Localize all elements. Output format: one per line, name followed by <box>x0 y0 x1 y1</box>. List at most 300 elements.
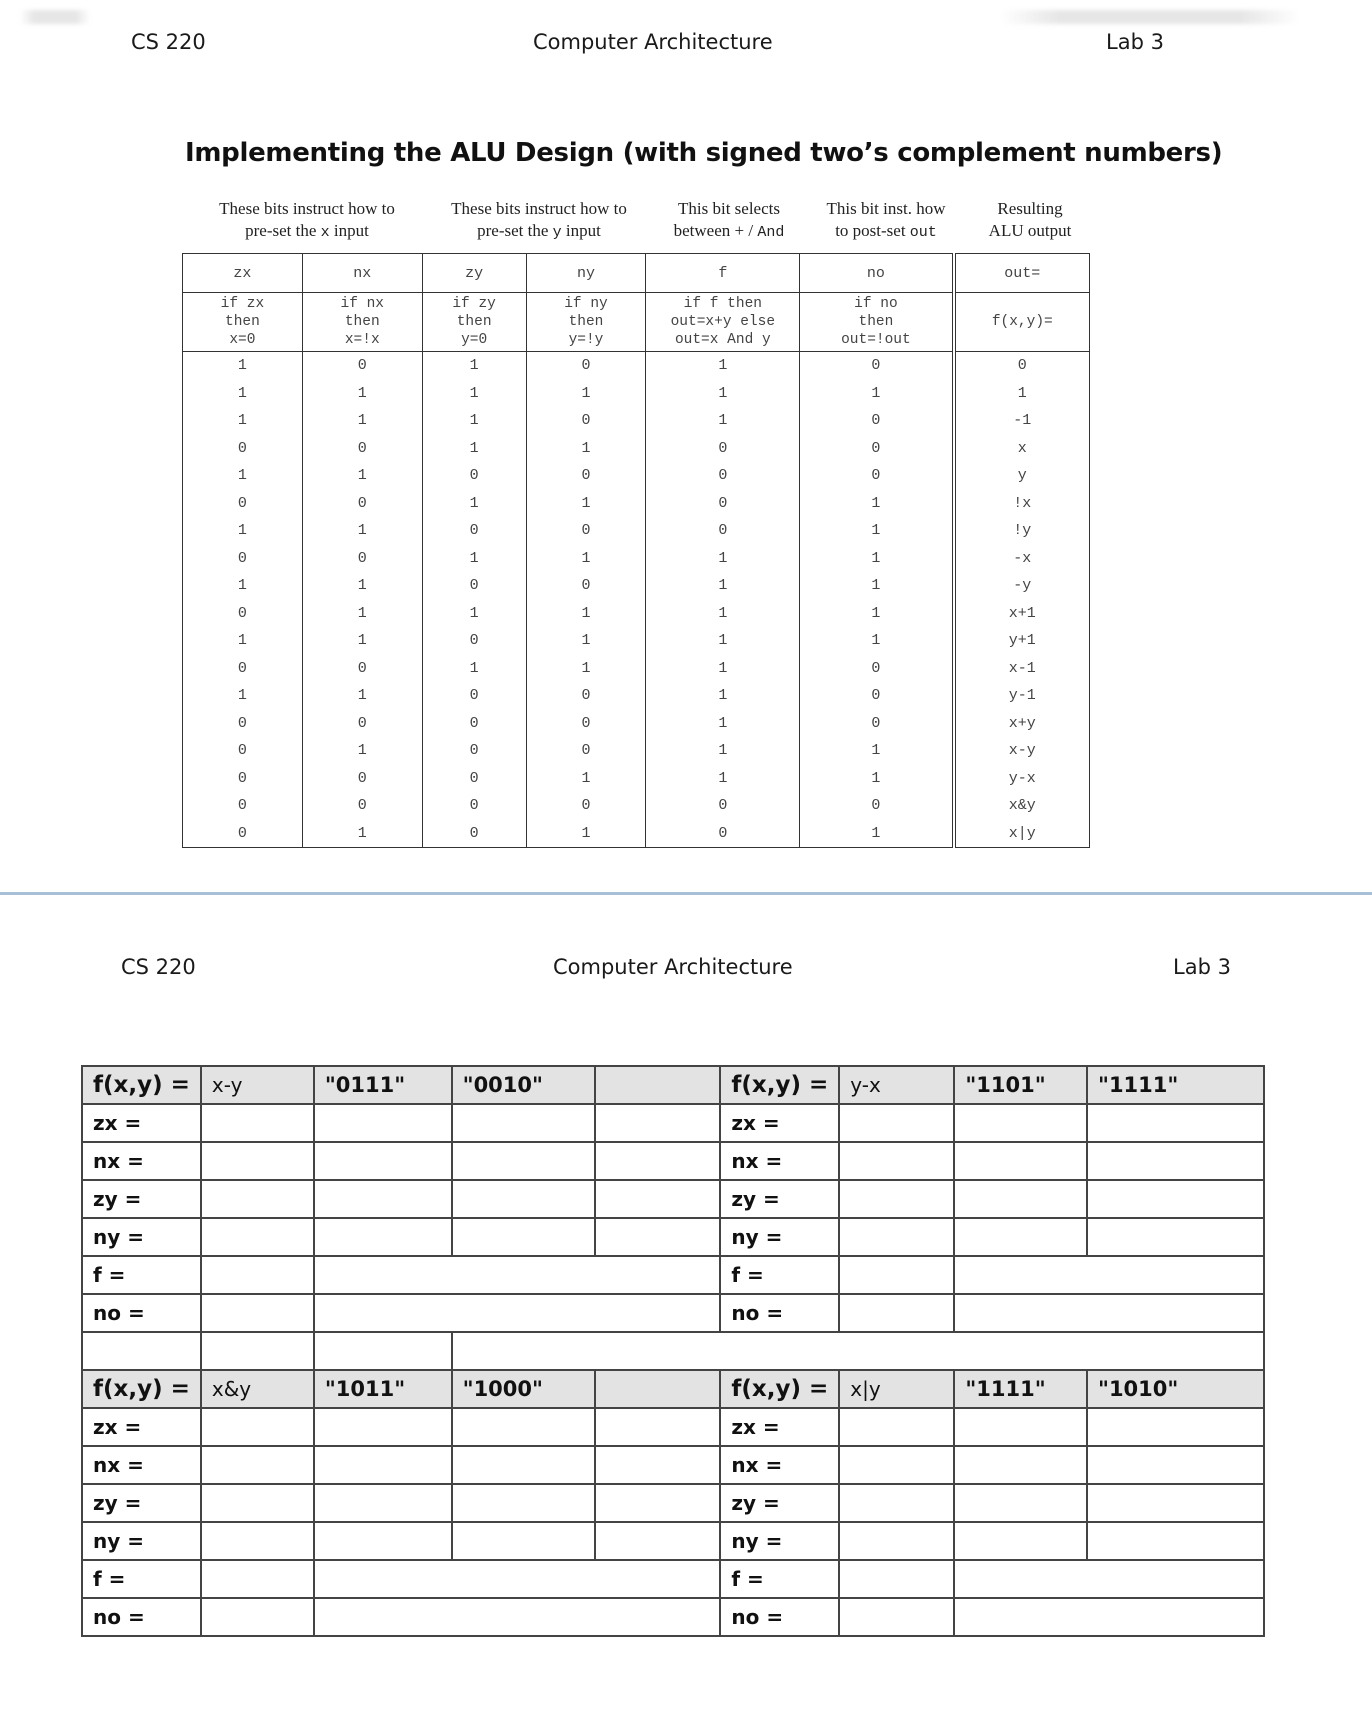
bit-label-zx: zx = <box>720 1104 839 1142</box>
function-label: f(x,y) = <box>720 1370 839 1408</box>
worksheet-spacer-row <box>82 1332 1264 1370</box>
cell-out: x+1 <box>954 600 1090 628</box>
cell-out: y-1 <box>954 682 1090 710</box>
answer-cell[interactable] <box>839 1484 954 1522</box>
bit-label-f: f = <box>720 1256 839 1294</box>
colhead-no: This bit inst. how to post-set out <box>826 199 946 241</box>
cell-zx: 0 <box>183 545 303 573</box>
blank-cell <box>452 1332 1264 1370</box>
answer-cell[interactable] <box>954 1598 1264 1636</box>
answer-cell[interactable] <box>314 1522 452 1560</box>
cell-no: 1 <box>800 545 954 573</box>
table-row <box>183 435 1090 463</box>
bit-label-zy: zy = <box>720 1180 839 1218</box>
desc-out: f(x,y)= <box>954 293 1090 352</box>
cell-out: !y <box>954 517 1090 545</box>
table-row <box>183 682 1090 710</box>
header-zx: zx <box>183 254 303 293</box>
cell-f: 0 <box>646 517 800 545</box>
cell-zy: 0 <box>422 682 526 710</box>
cell-out: !x <box>954 490 1090 518</box>
table-row <box>183 710 1090 738</box>
cell-zy: 1 <box>422 435 526 463</box>
cell-nx: 0 <box>302 352 422 380</box>
answer-cell[interactable] <box>452 1142 595 1180</box>
bit-label-no: no = <box>720 1598 839 1636</box>
cell-nx: 1 <box>302 682 422 710</box>
answer-cell[interactable] <box>452 1218 595 1256</box>
cell-no: 1 <box>800 380 954 408</box>
cell-nx: 0 <box>302 765 422 793</box>
page2-subject: Computer Architecture <box>553 955 793 979</box>
answer-cell[interactable] <box>314 1446 452 1484</box>
desc-nx: if nx then x=!x <box>302 293 422 352</box>
answer-cell[interactable] <box>452 1484 595 1522</box>
answer-cell[interactable] <box>839 1294 954 1332</box>
cell-ny: 1 <box>526 600 646 628</box>
cell-f: 1 <box>646 765 800 793</box>
bit-label-nx: nx = <box>82 1446 201 1484</box>
table-row <box>183 407 1090 435</box>
cell-out: -x <box>954 545 1090 573</box>
function-expression: x|y <box>839 1370 954 1408</box>
cell-nx: 1 <box>302 572 422 600</box>
cell-out: y-x <box>954 765 1090 793</box>
answer-cell[interactable] <box>954 1446 1087 1484</box>
blank-cell <box>201 1332 314 1370</box>
function-expression: x&y <box>201 1370 314 1408</box>
cell-zx: 1 <box>183 572 303 600</box>
page1-lab: Lab 3 <box>1106 30 1164 54</box>
function-label: f(x,y) = <box>82 1066 201 1104</box>
cell-ny: 1 <box>526 820 646 848</box>
answer-cell[interactable] <box>839 1446 954 1484</box>
header-f: f <box>646 254 800 293</box>
answer-cell[interactable] <box>595 1180 721 1218</box>
cell-ny: 0 <box>526 710 646 738</box>
cell-zy: 0 <box>422 462 526 490</box>
worksheet-row-zy <box>82 1484 1264 1522</box>
page-separator <box>0 892 1372 895</box>
cell-zy: 1 <box>422 600 526 628</box>
cell-ny: 1 <box>526 490 646 518</box>
bit-label-zx: zx = <box>82 1408 201 1446</box>
answer-cell[interactable] <box>452 1446 595 1484</box>
colhead-y: These bits instruct how to pre-set the y input <box>451 199 627 241</box>
cell-zx: 0 <box>183 435 303 463</box>
cell-nx: 0 <box>302 655 422 683</box>
table-row <box>183 655 1090 683</box>
worksheet-row-f <box>82 1256 1264 1294</box>
answer-cell[interactable] <box>314 1104 452 1142</box>
answer-cell[interactable] <box>839 1408 954 1446</box>
cell-no: 0 <box>800 710 954 738</box>
page2-lab: Lab 3 <box>1173 955 1231 979</box>
cell-f: 0 <box>646 435 800 463</box>
bit-label-ny: ny = <box>82 1522 201 1560</box>
cell-ny: 0 <box>526 572 646 600</box>
cell-no: 0 <box>800 352 954 380</box>
answer-cell[interactable] <box>201 1484 314 1522</box>
answer-cell[interactable] <box>201 1142 314 1180</box>
answer-cell[interactable] <box>1087 1484 1264 1522</box>
worksheet-row-no <box>82 1598 1264 1636</box>
bit-label-no: no = <box>720 1294 839 1332</box>
table-row <box>183 462 1090 490</box>
cell-ny: 0 <box>526 682 646 710</box>
cell-zy: 0 <box>422 710 526 738</box>
cell-zy: 1 <box>422 545 526 573</box>
cell-zy: 0 <box>422 517 526 545</box>
cell-f: 1 <box>646 545 800 573</box>
worksheet-row-nx <box>82 1142 1264 1180</box>
cell-f: 1 <box>646 655 800 683</box>
cell-out: x+y <box>954 710 1090 738</box>
answer-cell[interactable] <box>201 1446 314 1484</box>
cell-no: 1 <box>800 517 954 545</box>
blank-cell <box>595 1066 721 1104</box>
blank-cell <box>314 1332 452 1370</box>
scan-shadow-left <box>20 10 90 24</box>
answer-cell[interactable] <box>314 1560 721 1598</box>
cell-zx: 1 <box>183 407 303 435</box>
cell-zy: 1 <box>422 490 526 518</box>
cell-ny: 1 <box>526 435 646 463</box>
bit-label-ny: ny = <box>82 1218 201 1256</box>
cell-f: 1 <box>646 682 800 710</box>
cell-zx: 1 <box>183 682 303 710</box>
table-row <box>183 737 1090 765</box>
answer-cell[interactable] <box>954 1180 1087 1218</box>
colhead-f: This bit selects between + / And <box>673 199 785 241</box>
page-title: Implementing the ALU Design (with signed two’s complement numbers) <box>185 138 1223 168</box>
cell-zy: 1 <box>422 407 526 435</box>
table-row <box>183 627 1090 655</box>
cell-out: y <box>954 462 1090 490</box>
cell-f: 1 <box>646 407 800 435</box>
bit-label-zx: zx = <box>82 1104 201 1142</box>
table-description-row <box>183 293 1090 352</box>
bit-label-zy: zy = <box>82 1484 201 1522</box>
bit-label-zy: zy = <box>82 1180 201 1218</box>
cell-nx: 1 <box>302 600 422 628</box>
cell-nx: 0 <box>302 710 422 738</box>
desc-no: if no then out=!out <box>800 293 954 352</box>
answer-cell[interactable] <box>314 1408 452 1446</box>
answer-cell[interactable] <box>954 1142 1087 1180</box>
answer-cell[interactable] <box>201 1522 314 1560</box>
blank-cell <box>595 1370 721 1408</box>
desc-zy: if zy then y=0 <box>422 293 526 352</box>
answer-cell[interactable] <box>954 1560 1264 1598</box>
cell-zx: 0 <box>183 710 303 738</box>
cell-f: 1 <box>646 600 800 628</box>
cell-f: 1 <box>646 710 800 738</box>
cell-zx: 0 <box>183 600 303 628</box>
cell-zy: 0 <box>422 572 526 600</box>
cell-nx: 0 <box>302 545 422 573</box>
cell-f: 1 <box>646 572 800 600</box>
table-row <box>183 352 1090 380</box>
answer-cell[interactable] <box>314 1180 452 1218</box>
cell-no: 0 <box>800 792 954 820</box>
cell-nx: 1 <box>302 517 422 545</box>
answer-cell[interactable] <box>452 1180 595 1218</box>
answer-cell[interactable] <box>1087 1522 1264 1560</box>
cell-zy: 0 <box>422 792 526 820</box>
scan-shadow-right <box>1000 10 1300 24</box>
page1-course: CS 220 <box>131 30 206 54</box>
answer-cell[interactable] <box>954 1294 1264 1332</box>
answer-cell[interactable] <box>954 1218 1087 1256</box>
cell-out: -1 <box>954 407 1090 435</box>
answer-cell[interactable] <box>452 1522 595 1560</box>
cell-out: 0 <box>954 352 1090 380</box>
colhead-out: Resulting ALU output <box>988 199 1072 240</box>
answer-cell[interactable] <box>595 1218 721 1256</box>
answer-cell[interactable] <box>839 1180 954 1218</box>
answer-cell[interactable] <box>595 1446 721 1484</box>
cell-ny: 1 <box>526 380 646 408</box>
cell-out: x <box>954 435 1090 463</box>
answer-cell[interactable] <box>1087 1142 1264 1180</box>
answer-cell[interactable] <box>595 1484 721 1522</box>
alu-truth-table <box>182 253 1090 848</box>
answer-cell[interactable] <box>595 1104 721 1142</box>
answer-cell[interactable] <box>954 1522 1087 1560</box>
cell-no: 0 <box>800 655 954 683</box>
table-row <box>183 792 1090 820</box>
blank-cell <box>82 1332 201 1370</box>
cell-ny: 1 <box>526 765 646 793</box>
cell-ny: 0 <box>526 352 646 380</box>
cell-ny: 0 <box>526 792 646 820</box>
bit-label-nx: nx = <box>82 1142 201 1180</box>
cell-ny: 1 <box>526 545 646 573</box>
cell-f: 1 <box>646 380 800 408</box>
cell-zx: 1 <box>183 627 303 655</box>
answer-cell[interactable] <box>201 1408 314 1446</box>
bit-label-zx: zx = <box>720 1408 839 1446</box>
cell-f: 0 <box>646 820 800 848</box>
answer-cell[interactable] <box>839 1218 954 1256</box>
worksheet-row-nx <box>82 1446 1264 1484</box>
cell-f: 0 <box>646 462 800 490</box>
cell-ny: 0 <box>526 407 646 435</box>
cell-ny: 0 <box>526 462 646 490</box>
cell-no: 0 <box>800 682 954 710</box>
table-row <box>183 545 1090 573</box>
cell-zy: 0 <box>422 627 526 655</box>
cell-no: 1 <box>800 627 954 655</box>
answer-cell[interactable] <box>314 1218 452 1256</box>
cell-f: 1 <box>646 352 800 380</box>
cell-zx: 0 <box>183 792 303 820</box>
page2-course: CS 220 <box>121 955 196 979</box>
answer-cell[interactable] <box>314 1484 452 1522</box>
cell-out: x-1 <box>954 655 1090 683</box>
answer-cell[interactable] <box>452 1104 595 1142</box>
cell-no: 0 <box>800 462 954 490</box>
answer-cell[interactable] <box>1087 1408 1264 1446</box>
cell-nx: 0 <box>302 435 422 463</box>
cell-zx: 0 <box>183 820 303 848</box>
answer-cell[interactable] <box>839 1256 954 1294</box>
opcode-value: "1111" <box>954 1370 1087 1408</box>
desc-f: if f then out=x+y else out=x And y <box>646 293 800 352</box>
header-ny: ny <box>526 254 646 293</box>
answer-cell[interactable] <box>201 1560 314 1598</box>
cell-zx: 1 <box>183 352 303 380</box>
cell-out: -y <box>954 572 1090 600</box>
cell-no: 0 <box>800 435 954 463</box>
cell-zy: 1 <box>422 655 526 683</box>
answer-cell[interactable] <box>839 1598 954 1636</box>
opcode-value: "0111" <box>314 1066 452 1104</box>
worksheet-row-zx <box>82 1104 1264 1142</box>
table-row <box>183 600 1090 628</box>
opcode-value: "1010" <box>1087 1370 1264 1408</box>
cell-zx: 1 <box>183 380 303 408</box>
cell-out: 1 <box>954 380 1090 408</box>
function-expression: y-x <box>839 1066 954 1104</box>
function-label: f(x,y) = <box>720 1066 839 1104</box>
answer-cell[interactable] <box>314 1598 721 1636</box>
bit-label-nx: nx = <box>720 1142 839 1180</box>
bit-label-f: f = <box>720 1560 839 1598</box>
function-expression: x-y <box>201 1066 314 1104</box>
answer-cell[interactable] <box>1087 1446 1264 1484</box>
opcode-value: "1101" <box>954 1066 1087 1104</box>
answer-cell[interactable] <box>595 1408 721 1446</box>
function-label: f(x,y) = <box>82 1370 201 1408</box>
answer-cell[interactable] <box>314 1256 721 1294</box>
table-row <box>183 765 1090 793</box>
cell-out: x|y <box>954 820 1090 848</box>
cell-no: 0 <box>800 407 954 435</box>
answer-cell[interactable] <box>314 1142 452 1180</box>
table-row <box>183 820 1090 848</box>
cell-zy: 1 <box>422 352 526 380</box>
bit-label-no: no = <box>82 1598 201 1636</box>
desc-ny: if ny then y=!y <box>526 293 646 352</box>
answer-cell[interactable] <box>839 1522 954 1560</box>
cell-zx: 0 <box>183 490 303 518</box>
cell-out: y+1 <box>954 627 1090 655</box>
worksheet-row-ny <box>82 1522 1264 1560</box>
answer-cell[interactable] <box>954 1408 1087 1446</box>
worksheet-row-f <box>82 1560 1264 1598</box>
alu-worksheet-table <box>81 1065 1265 1637</box>
answer-cell[interactable] <box>595 1142 721 1180</box>
header-no: no <box>800 254 954 293</box>
cell-nx: 1 <box>302 380 422 408</box>
answer-cell[interactable] <box>201 1598 314 1636</box>
answer-cell[interactable] <box>1087 1104 1264 1142</box>
cell-nx: 1 <box>302 627 422 655</box>
cell-ny: 0 <box>526 517 646 545</box>
answer-cell[interactable] <box>452 1408 595 1446</box>
opcode-value: "1111" <box>1087 1066 1264 1104</box>
opcode-value: "1011" <box>314 1370 452 1408</box>
page1-subject: Computer Architecture <box>533 30 773 54</box>
answer-cell[interactable] <box>314 1294 721 1332</box>
cell-nx: 1 <box>302 737 422 765</box>
cell-zx: 1 <box>183 517 303 545</box>
header-nx: nx <box>302 254 422 293</box>
answer-cell[interactable] <box>201 1256 314 1294</box>
answer-cell[interactable] <box>201 1294 314 1332</box>
cell-zx: 0 <box>183 655 303 683</box>
worksheet-row-no <box>82 1294 1264 1332</box>
cell-ny: 0 <box>526 737 646 765</box>
worksheet-function-row <box>82 1370 1264 1408</box>
cell-out: x-y <box>954 737 1090 765</box>
answer-cell[interactable] <box>201 1218 314 1256</box>
cell-no: 1 <box>800 737 954 765</box>
answer-cell[interactable] <box>839 1142 954 1180</box>
table-row <box>183 490 1090 518</box>
answer-cell[interactable] <box>1087 1180 1264 1218</box>
cell-f: 0 <box>646 490 800 518</box>
answer-cell[interactable] <box>954 1484 1087 1522</box>
table-row <box>183 517 1090 545</box>
cell-zy: 0 <box>422 820 526 848</box>
cell-nx: 0 <box>302 792 422 820</box>
bit-label-ny: ny = <box>720 1218 839 1256</box>
cell-f: 1 <box>646 737 800 765</box>
header-zy: zy <box>422 254 526 293</box>
answer-cell[interactable] <box>954 1104 1087 1142</box>
bit-label-f: f = <box>82 1560 201 1598</box>
bit-label-no: no = <box>82 1294 201 1332</box>
cell-no: 1 <box>800 820 954 848</box>
bit-label-ny: ny = <box>720 1522 839 1560</box>
opcode-value: "1000" <box>452 1370 595 1408</box>
desc-zx: if zx then x=0 <box>183 293 303 352</box>
cell-zy: 0 <box>422 737 526 765</box>
colhead-x: These bits instruct how to pre-set the x input <box>219 199 395 241</box>
cell-zx: 0 <box>183 737 303 765</box>
cell-zy: 1 <box>422 380 526 408</box>
cell-zx: 0 <box>183 765 303 793</box>
cell-no: 1 <box>800 600 954 628</box>
answer-cell[interactable] <box>595 1522 721 1560</box>
cell-ny: 1 <box>526 627 646 655</box>
answer-cell[interactable] <box>1087 1218 1264 1256</box>
header-out: out= <box>954 254 1090 293</box>
cell-nx: 1 <box>302 820 422 848</box>
cell-zy: 0 <box>422 765 526 793</box>
table-row <box>183 572 1090 600</box>
answer-cell[interactable] <box>839 1560 954 1598</box>
answer-cell[interactable] <box>954 1256 1264 1294</box>
cell-f: 0 <box>646 792 800 820</box>
worksheet-row-ny <box>82 1218 1264 1256</box>
answer-cell[interactable] <box>201 1180 314 1218</box>
cell-no: 1 <box>800 490 954 518</box>
opcode-value: "0010" <box>452 1066 595 1104</box>
bit-label-f: f = <box>82 1256 201 1294</box>
bit-label-zy: zy = <box>720 1484 839 1522</box>
answer-cell[interactable] <box>839 1104 954 1142</box>
cell-f: 1 <box>646 627 800 655</box>
table-header-row <box>183 254 1090 293</box>
cell-zx: 1 <box>183 462 303 490</box>
cell-nx: 0 <box>302 490 422 518</box>
worksheet-row-zx <box>82 1408 1264 1446</box>
answer-cell[interactable] <box>201 1104 314 1142</box>
